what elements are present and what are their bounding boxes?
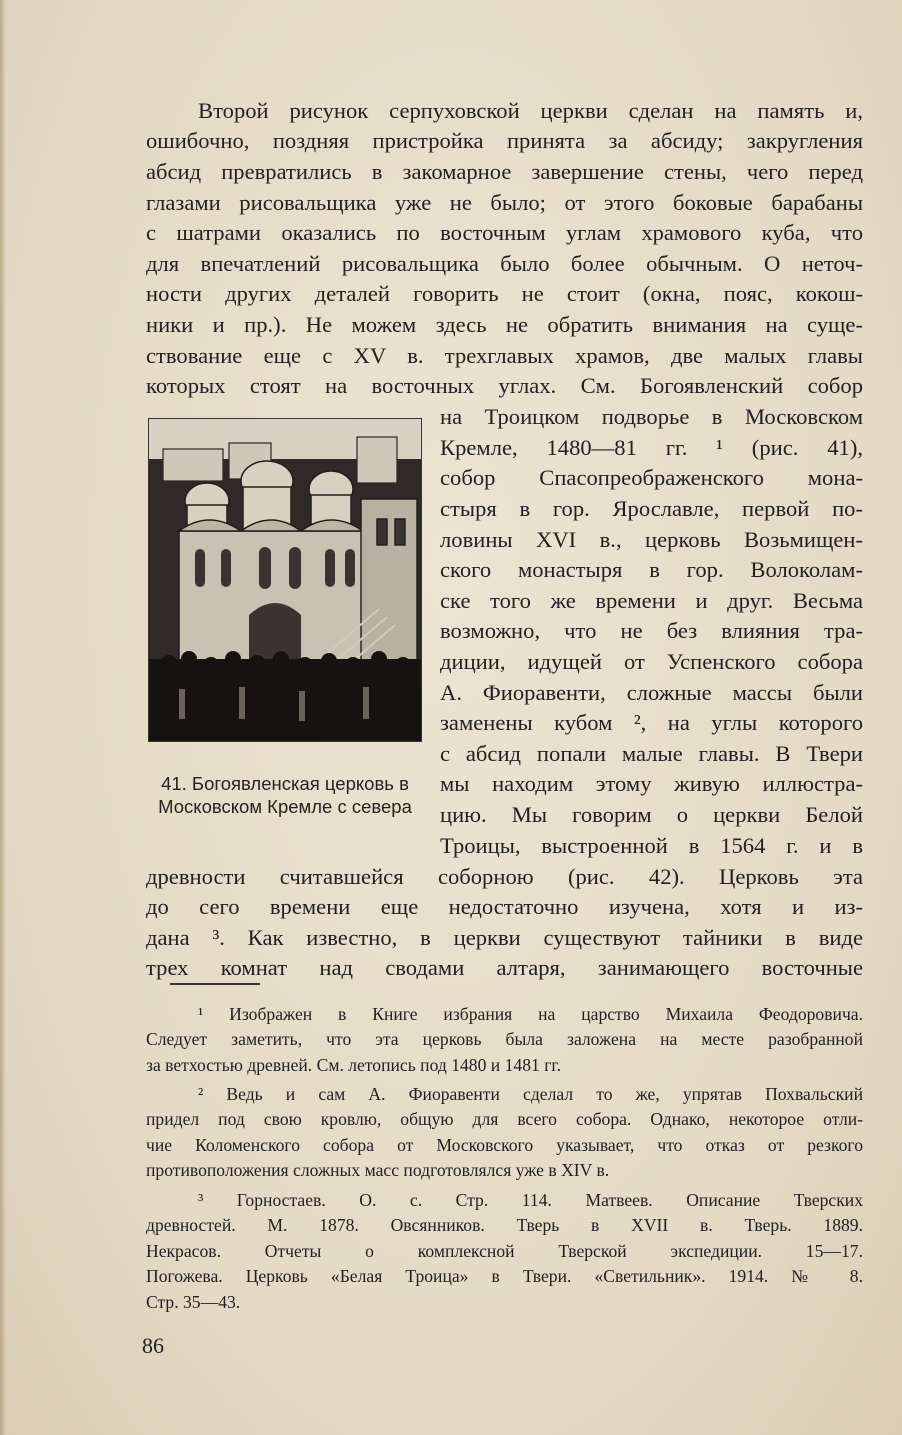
footnote-1-line: ¹ Изображен в Книге избрания на царство Михаила Феодоровича. (198, 1004, 863, 1024)
body-line: Троицы, выстроенной в 1564 г. и в (440, 833, 863, 858)
body-line: древности считавшейся соборною (рис. 42). Церковь эта (146, 864, 863, 889)
body-line: ности других деталей говорить не стоит (окна, пояс, кокош- (146, 281, 863, 306)
body-line: с абсид попали малые главы. В Твери (440, 741, 863, 766)
body-line: на Троицком подворье в Московском (440, 404, 863, 429)
body-line: ники и пр.). Не можем здесь не обратить внимания на суще- (146, 312, 863, 337)
body-line: ловины XVI в., церковь Возьмищен- (440, 527, 863, 552)
body-line: абсид превратились в закомарное завершение стены, чего перед (146, 159, 863, 184)
body-line: ске того же времени и друг. Весьма (440, 588, 863, 613)
figure-caption-line: Московском Кремле с севера (158, 796, 412, 817)
footnote-1-line: Следует заметить, что эта церковь была заложена на месте разобранной (146, 1029, 863, 1049)
body-line: заменены кубом ², на углы которого (440, 710, 863, 735)
body-line: возможно, что не без влияния тра- (440, 618, 863, 643)
body-line: дана ³. Как известно, в церкви существуют тайники в виде (146, 925, 863, 950)
footnote-2-line: противоположения сложных масс подготовлялся уже в XIV в. (146, 1160, 610, 1180)
figure-41-illustration (148, 418, 422, 742)
page-number: 86 (142, 1333, 164, 1358)
footnote-1-line: за ветхостью древней. См. летопись под 1480 и 1481 гг. (146, 1055, 562, 1075)
church-drawing (149, 419, 421, 741)
body-line: Кремле, 1480—81 гг. ¹ (рис. 41), (440, 435, 863, 460)
body-line: А. Фиоравенти, сложные массы были (440, 680, 863, 705)
body-line: собор Спасопреображенского мона- (440, 465, 863, 490)
body-line: до сего времени еще недостаточно изучена, хотя и из- (146, 894, 863, 919)
footnote-2-line: ² Ведь и сам А. Фиоравенти сделал то же, упрятав Похвальский (198, 1084, 863, 1104)
footnote-3-line: ³ Горностаев. О. с. Стр. 114. Матвеев. Описание Тверских (198, 1190, 863, 1210)
body-line: мы находим этому живую иллюстра- (440, 771, 863, 796)
footnote-3-line: древностей. М. 1878. Овсянников. Тверь в XVII в. Тверь. 1889. (146, 1215, 863, 1235)
body-line: стыря в гор. Ярославле, первой по- (440, 496, 863, 521)
body-line: ствование еще с XV в. трехглавых храмов, две малых главы (146, 343, 863, 368)
footnote-3-line: Стр. 35—43. (146, 1292, 241, 1312)
figure-caption-line: 41. Богоявленская церковь в (161, 773, 409, 794)
body-line: которых стоят на восточных углах. См. Богоявленский собор (146, 373, 863, 398)
footnote-2-line: придел под свою кровлю, общую для всего собора. Однако, некоторое отли- (146, 1109, 863, 1129)
footnote-3-line: Погожева. Церковь «Белая Троица» в Твери. «Светильник». 1914. № 8. (146, 1266, 863, 1286)
page-edge-shadow (0, 0, 6, 1435)
footnote-separator (170, 983, 260, 985)
footnote-3-line: Некрасов. Отчеты о комплексной Тверской экспедиции. 15—17. (146, 1241, 863, 1261)
body-line: с шатрами оказались по восточным углам храмового куба, что (146, 220, 863, 245)
body-line: ошибочно, поздняя пристройка принята за абсиду; закругления (146, 128, 863, 153)
body-line: для впечатлений рисовальщика было более обычным. О неточ- (146, 251, 863, 276)
body-line: диции, идущей от Успенского собора (440, 649, 863, 674)
footnote-2-line: чие Коломенского собора от Московского указывает, что отказ от резкого (146, 1135, 863, 1155)
body-line: ского монастыря в гор. Волоколам- (440, 557, 863, 582)
body-line: цию. Мы говорим о церкви Белой (440, 802, 863, 827)
body-line: глазами рисовальщика уже не было; от этого боковые барабаны (146, 190, 863, 215)
body-line: Второй рисунок серпуховской церкви сделан на память и, (198, 98, 863, 123)
body-line: трех комнат над сводами алтаря, занимающего восточные (146, 955, 863, 980)
